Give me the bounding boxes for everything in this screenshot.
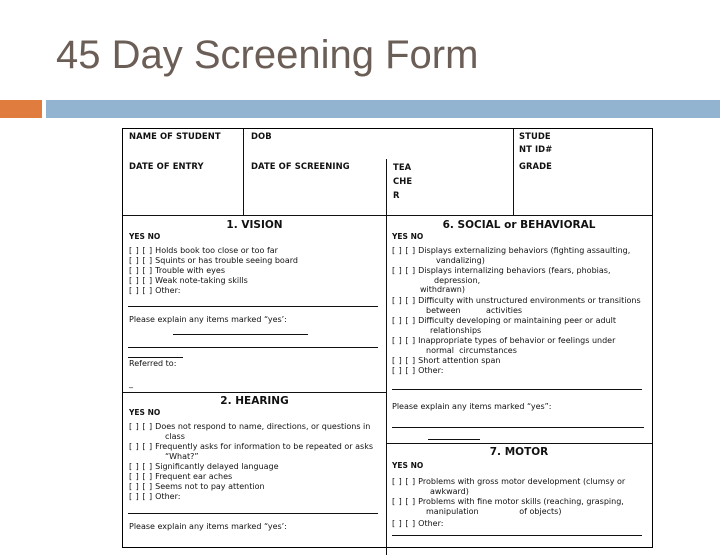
- item-label: Other:: [155, 286, 181, 295]
- social-item[interactable]: [392, 266, 611, 295]
- answer-line[interactable]: [173, 334, 308, 335]
- answer-line[interactable]: [392, 389, 642, 390]
- item-label-cont: manipulation of objects): [426, 506, 562, 516]
- item-label: Short attention span: [418, 356, 501, 365]
- section-title-social: 6. SOCIAL or BEHAVIORAL: [442, 219, 596, 231]
- referred-to-label: Referred to:: [129, 359, 177, 368]
- item-label: Displays internalizing behaviors (fears, phobias,: [418, 266, 611, 275]
- yes-no-header: YES NO: [129, 232, 161, 241]
- checkbox-pair[interactable]: [ ] [ ]: [129, 442, 153, 451]
- item-label: Holds book too close or too far: [155, 246, 278, 255]
- checkbox-pair[interactable]: [ ] [ ]: [129, 276, 153, 285]
- checkbox-pair[interactable]: [ ] [ ]: [392, 246, 416, 255]
- item-label-cont: “What?”: [165, 451, 199, 461]
- slide-title: 45 Day Screening Form: [56, 33, 479, 77]
- social-item[interactable]: [392, 366, 443, 376]
- hearing-item[interactable]: [129, 462, 279, 472]
- item-label-cont: awkward): [430, 486, 469, 496]
- checkbox-pair[interactable]: [ ] [ ]: [129, 422, 153, 431]
- label-teacher-3: R: [393, 190, 400, 200]
- checkbox-pair[interactable]: [ ] [ ]: [392, 316, 416, 325]
- teacher-divider: [386, 159, 387, 215]
- vision-item[interactable]: [129, 266, 225, 276]
- section-title-hearing: 2. HEARING: [220, 395, 289, 407]
- item-label: Other:: [418, 366, 444, 375]
- answer-line[interactable]: [392, 535, 642, 536]
- item-label: Seems not to pay attention: [155, 482, 265, 491]
- social-item[interactable]: [392, 296, 641, 315]
- item-label: Difficulty with unstructured environments or transitions: [418, 296, 641, 305]
- item-label: Problems with gross motor development (clumsy or: [418, 477, 626, 486]
- hearing-item[interactable]: [129, 492, 180, 502]
- answer-line[interactable]: [128, 513, 378, 514]
- social-bottom-line: [386, 443, 652, 444]
- column-divider: [386, 215, 387, 555]
- hearing-item[interactable]: [129, 422, 370, 441]
- item-label: Weak note-taking skills: [155, 276, 248, 285]
- hearing-item[interactable]: [129, 482, 265, 492]
- answer-line[interactable]: [128, 347, 378, 348]
- hearing-item[interactable]: [129, 442, 373, 461]
- item-label: Inappropriate types of behavior or feelings under: [418, 336, 616, 345]
- hearing-explain-label: Please explain any items marked “yes’:: [129, 522, 287, 531]
- social-item[interactable]: [392, 316, 616, 335]
- checkbox-pair[interactable]: [ ] [ ]: [129, 472, 153, 481]
- checkbox-pair[interactable]: [ ] [ ]: [392, 519, 416, 528]
- item-label: Displays externalizing behaviors (fighting assaulting,: [418, 246, 631, 255]
- vision-item[interactable]: [129, 286, 180, 296]
- vision-item[interactable]: [129, 276, 248, 286]
- item-label: Other:: [155, 492, 181, 501]
- accent-bar-blue: [46, 100, 720, 118]
- vision-item[interactable]: [129, 256, 298, 266]
- checkbox-pair[interactable]: [ ] [ ]: [129, 286, 153, 295]
- vision-explain-label: Please explain any items marked “yes’:: [129, 315, 287, 324]
- item-label: Significantly delayed language: [155, 462, 279, 471]
- item-label-cont: withdrawn): [420, 285, 465, 294]
- checkbox-pair[interactable]: [ ] [ ]: [129, 256, 153, 265]
- item-label: Other:: [418, 519, 444, 528]
- label-name-of-student: NAME OF STUDENT: [129, 131, 221, 141]
- yes-no-header: YES NO: [392, 232, 424, 241]
- social-item[interactable]: [392, 336, 615, 355]
- answer-line[interactable]: [428, 439, 480, 440]
- label-dob: DOB: [251, 131, 272, 141]
- item-label-cont: depression,: [434, 275, 481, 285]
- social-item[interactable]: [392, 246, 630, 265]
- item-label: Problems with fine motor skills (reaching, grasping,: [418, 497, 624, 506]
- label-teacher-2: CHE: [393, 176, 413, 186]
- label-grade: GRADE: [519, 161, 552, 171]
- checkbox-pair[interactable]: [ ] [ ]: [392, 266, 416, 275]
- item-label: Difficulty developing or maintaining peer or adult: [418, 316, 617, 325]
- item-label: Trouble with eyes: [155, 266, 225, 275]
- header-bottom-line: [123, 215, 652, 216]
- checkbox-pair[interactable]: [ ] [ ]: [392, 477, 416, 486]
- label-student-id-1: STUDE: [519, 131, 551, 141]
- label-date-of-screening: DATE OF SCREENING: [251, 161, 350, 171]
- motor-item[interactable]: [392, 477, 625, 496]
- hearing-item[interactable]: [129, 472, 232, 482]
- checkbox-pair[interactable]: [ ] [ ]: [392, 336, 416, 345]
- checkbox-pair[interactable]: [ ] [ ]: [392, 296, 416, 305]
- label-student-id-2: NT ID#: [519, 144, 553, 154]
- dash: _: [129, 379, 133, 388]
- section-title-vision: 1. VISION: [226, 219, 283, 231]
- item-label: Frequent ear aches: [155, 472, 233, 481]
- item-label-cont: normal circumstances: [426, 345, 517, 355]
- answer-line[interactable]: [128, 357, 183, 358]
- item-label-cont: class: [165, 431, 185, 441]
- header-divider-3: [513, 129, 514, 215]
- checkbox-pair[interactable]: [ ] [ ]: [129, 266, 153, 275]
- item-label-cont: relationships: [430, 325, 482, 335]
- item-label: Does not respond to name, directions, or questions in: [155, 422, 371, 431]
- checkbox-pair[interactable]: [ ] [ ]: [129, 246, 153, 255]
- accent-bar-orange: [0, 100, 42, 118]
- checkbox-pair[interactable]: [ ] [ ]: [129, 482, 153, 491]
- yes-no-header: YES NO: [129, 408, 161, 417]
- vision-bottom-line: [123, 392, 386, 393]
- label-date-of-entry: DATE OF ENTRY: [129, 161, 204, 171]
- item-label: Squints or has trouble seeing board: [155, 256, 298, 265]
- motor-item[interactable]: [392, 519, 443, 529]
- social-item[interactable]: [392, 356, 500, 366]
- checkbox-pair[interactable]: [ ] [ ]: [392, 366, 416, 375]
- motor-item[interactable]: [392, 497, 624, 516]
- screening-form: [122, 128, 653, 548]
- yes-no-header: YES NO: [392, 461, 424, 470]
- checkbox-pair[interactable]: [ ] [ ]: [129, 492, 153, 501]
- item-label: Frequently asks for information to be repeated or asks: [155, 442, 374, 451]
- answer-line[interactable]: [128, 306, 378, 307]
- header-divider-1: [243, 129, 244, 215]
- checkbox-pair[interactable]: [ ] [ ]: [129, 462, 153, 471]
- answer-line[interactable]: [392, 427, 644, 428]
- checkbox-pair[interactable]: [ ] [ ]: [392, 356, 416, 365]
- vision-item[interactable]: [129, 246, 278, 256]
- item-label-cont: between activities: [426, 305, 523, 315]
- item-label-cont: vandalizing): [436, 255, 485, 265]
- checkbox-pair[interactable]: [ ] [ ]: [392, 497, 416, 506]
- label-teacher-1: TEA: [393, 162, 412, 172]
- section-title-motor: 7. MOTOR: [489, 446, 549, 458]
- social-explain-label: Please explain any items marked “yes”:: [392, 402, 552, 411]
